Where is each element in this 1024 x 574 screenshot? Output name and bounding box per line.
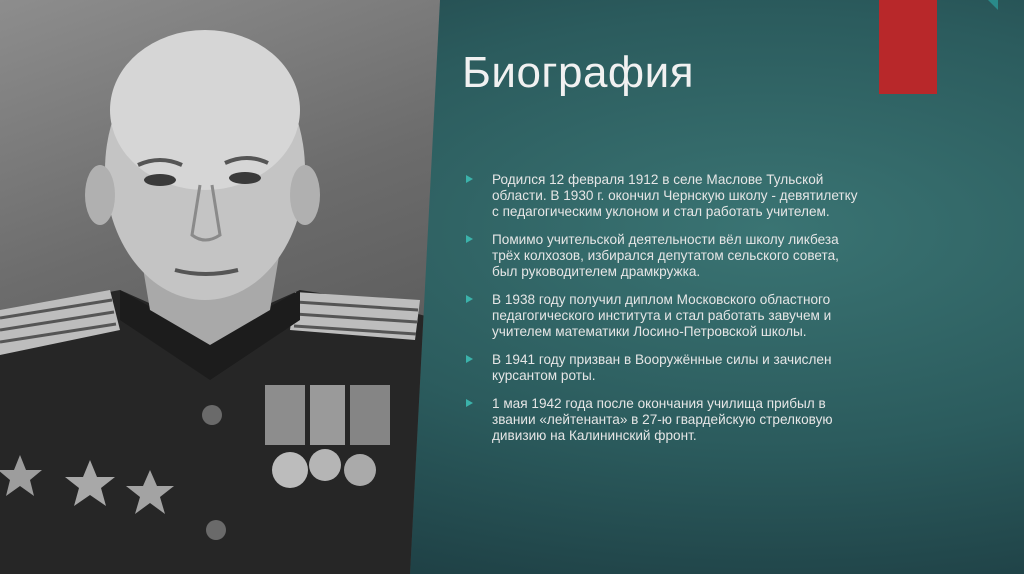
bullet-arrow-icon <box>466 399 473 407</box>
bullet-arrow-icon <box>466 175 473 183</box>
corner-accent <box>988 0 998 10</box>
list-item <box>466 352 861 384</box>
slide-title: Биография <box>462 48 695 97</box>
list-item <box>466 172 861 220</box>
list-item <box>466 232 861 280</box>
bullet-arrow-icon <box>466 295 473 303</box>
bullet-list <box>466 172 861 456</box>
list-item <box>466 396 861 444</box>
bullet-text: Родился 12 февраля 1912 в селе Маслове Тульской области. В 1930 г. окончил Чернскую школу - девятилетку с педагогическим уклоном и стал работать учителем. <box>492 172 858 219</box>
bullet-arrow-icon <box>466 355 473 363</box>
bullet-text: 1 мая 1942 года после окончания училища прибыл в звании «лейтенанта» в 27-ю гвардейскую стрелковую дивизию на Калининский фронт. <box>492 396 833 443</box>
list-item <box>466 292 861 340</box>
bullet-text: В 1941 году призван в Вооружённые силы и зачислен курсантом роты. <box>492 352 832 383</box>
bullet-text: В 1938 году получил диплом Московского областного педагогического института и стал работать завучем и учителем математики Лосино-Петровской школы. <box>492 292 832 339</box>
red-accent-tab <box>879 0 937 94</box>
bullet-arrow-icon <box>466 235 473 243</box>
portrait-illustration <box>0 0 440 574</box>
bullet-text: Помимо учительской деятельности вёл школу ликбеза трёх колхозов, избирался депутатом сельского совета, был руководителем драмкружка. <box>492 232 839 279</box>
portrait-photo <box>0 0 440 574</box>
